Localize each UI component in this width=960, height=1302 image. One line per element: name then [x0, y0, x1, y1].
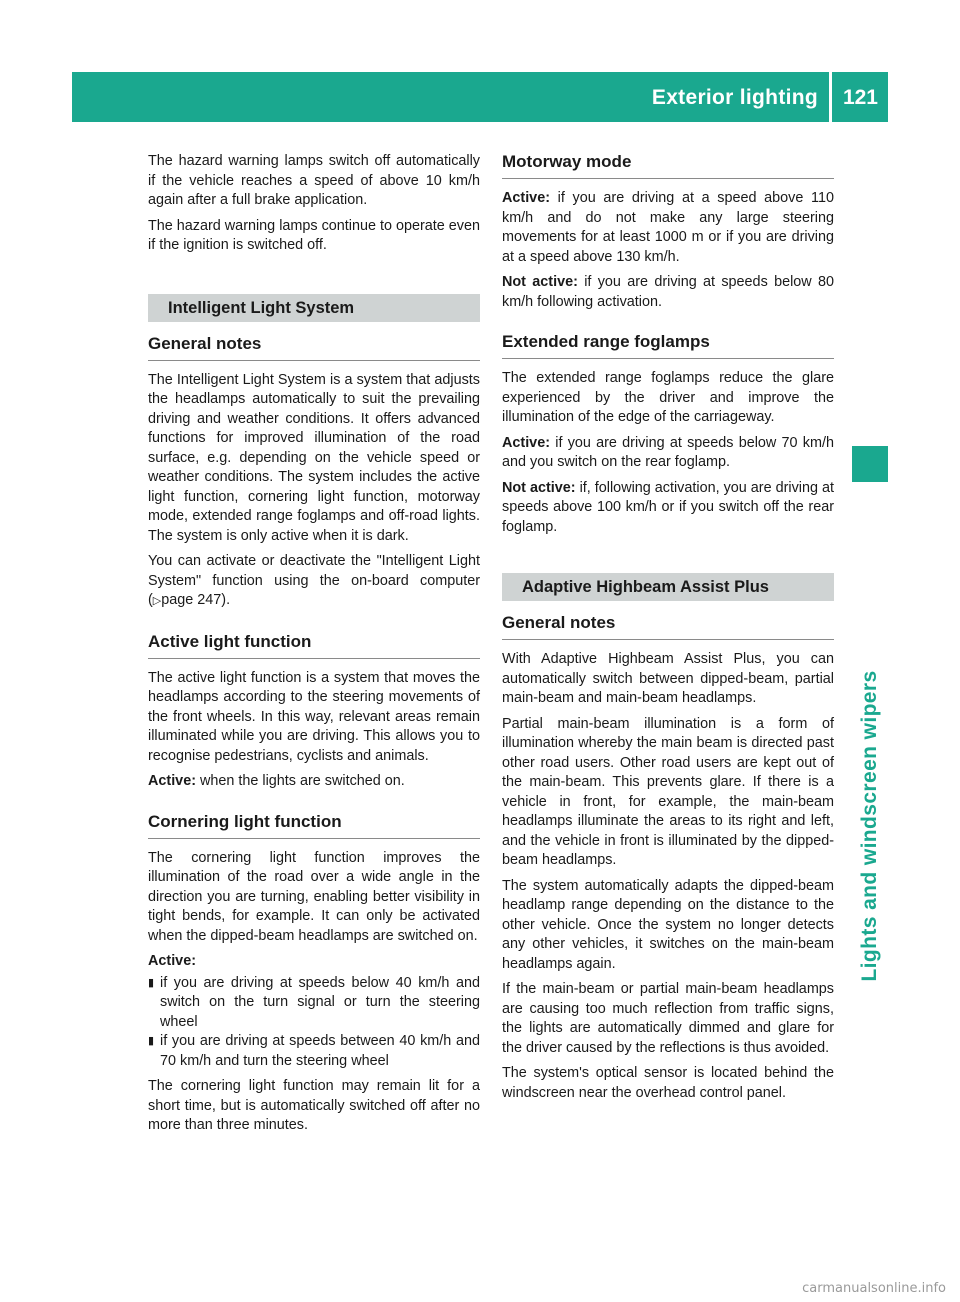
- aha-paragraph-4: If the main-beam or partial main-beam headlamps are causing too much reflection from traffic signs, the lights are automatically dimmed and glare for the driver caused by the reflections is thus avoided.: [502, 981, 834, 1056]
- active-light-paragraph: The active light function is a system that moves the headlamps according to the steering movements of the front wheels. In this way, relevant areas remain illuminated while you are driving. This allows you to recognise pedestrians, cyclists and animals.: [148, 669, 480, 764]
- subheading-cornering-light: Cornering light function: [148, 812, 480, 839]
- subheading-aha-general-notes: General notes: [502, 613, 834, 640]
- active-text: when the lights are switched on.: [200, 773, 405, 789]
- subheading-motorway-mode: Motorway mode: [502, 152, 834, 179]
- cornering-active-label: [148, 952, 480, 972]
- ils-p2-text: You can activate or deactivate the "Intelligent Light System" function using the on-board computer (: [148, 553, 480, 608]
- foglamps-active-text: if you are driving at speeds below 70 km/h and you switch on the rear foglamp.: [502, 434, 834, 470]
- ils-paragraph-2: [148, 552, 480, 612]
- motorway-active-label: Active:: [502, 190, 550, 206]
- foglamps-active-label: Active:: [502, 434, 550, 451]
- subheading-general-notes: General notes: [148, 334, 480, 361]
- subheading-extended-foglamps: Extended range foglamps: [502, 332, 834, 359]
- aha-paragraph-1: With Adaptive Highbeam Assist Plus, you can automatically switch between dipped-beam, partial main-beam and main-beam headlamps.: [502, 651, 834, 706]
- motorway-active-text: if you are driving at a speed above 110 km/h and do not make any large steering movements for at least 1000 m or if you are driving at a speed above 130 km/h.: [502, 190, 834, 265]
- hazard-paragraph-2: The hazard warning lamps continue to operate even if the ignition is switched off.: [148, 217, 480, 253]
- foglamps-not-active-label: Not active:: [502, 479, 576, 496]
- list-item-text: if you are driving at speeds between 40 km/h and 70 km/h and turn the steering wheel: [160, 1033, 480, 1069]
- section-heading-adaptive-highbeam: Adaptive Highbeam Assist Plus: [502, 573, 834, 601]
- bullet-icon: ▮: [148, 976, 155, 989]
- page-number: 121: [842, 86, 878, 109]
- page-ref-arrow-icon: ▷: [152, 595, 162, 607]
- header-title: Exterior lighting: [651, 86, 818, 109]
- list-item-text: if you are driving at speeds below 40 km/h and switch on the turn signal or turn the steering wheel: [160, 974, 480, 1030]
- list-item: [148, 1032, 480, 1071]
- cornering-bullet-list: [148, 974, 480, 1072]
- foglamps-not-active-text: if, following activation, you are driving at speeds above 100 km/h or if you switch off the rear foglamp.: [502, 479, 834, 535]
- right-column: [502, 152, 834, 1109]
- aha-paragraph-3: The system automatically adapts the dipped-beam headlamp range depending on the distance to the other vehicle. Once the system no longer detects any other vehicles, it switches on the main-beam headlamps again.: [502, 877, 834, 972]
- section-heading-ils: Intelligent Light System: [148, 294, 480, 322]
- active-light-status: [148, 772, 480, 792]
- hazard-paragraph-1: The hazard warning lamps switch off automatically if the vehicle reaches a speed of above 10 km/h again after a full brake application.: [148, 153, 480, 208]
- bullet-icon: ▮: [148, 1035, 155, 1047]
- motorway-not-active-label: Not active:: [502, 274, 578, 290]
- ils-paragraph-1: The Intelligent Light System is a system that adjusts the headlamps automatically to suit the prevailing driving and weather conditions. It offers advanced functions for improved illumination of the road surface, e.g. depending on the vehicle speed or weather conditions. The system includes the active light function, cornering light function, motorway mode, extended range foglamps and off-road lights. The system is only active when it is dark.: [148, 371, 480, 544]
- cornering-paragraph-2: The cornering light function may remain lit for a short time, but is automatically switched off after no more than three minutes.: [148, 1078, 480, 1133]
- motorway-active: [502, 189, 834, 267]
- motorway-not-active: [502, 273, 834, 312]
- foglamps-active: [502, 434, 834, 473]
- motorway-not-active-text: if you are driving at speeds below 80 km/h following activation.: [502, 274, 834, 310]
- ils-p2-end: ).: [221, 592, 231, 608]
- foglamps-paragraph: The extended range foglamps reduce the glare experienced by the driver and improve the illumination of the edge of the carriageway.: [502, 370, 834, 425]
- subheading-active-light: Active light function: [148, 632, 480, 659]
- chapter-side-tab: [852, 196, 888, 1126]
- foglamps-not-active: [502, 479, 834, 538]
- list-item: [148, 974, 480, 1033]
- cornering-active-label-text: Active:: [148, 953, 196, 969]
- left-column: [148, 152, 480, 1142]
- aha-paragraph-5: The system's optical sensor is located behind the windscreen near the overhead control panel.: [502, 1065, 834, 1101]
- active-label: Active:: [148, 773, 196, 789]
- chapter-label: Lights and windscreen wipers: [858, 670, 881, 982]
- header-divider: [829, 72, 832, 122]
- footer-watermark: carmanualsonline.info: [802, 1281, 946, 1296]
- page-header: [72, 72, 888, 122]
- page-reference[interactable]: page 247: [161, 592, 222, 608]
- chapter-marker: [852, 446, 888, 482]
- aha-paragraph-2: Partial main-beam illumination is a form of illumination whereby the main beam is directed past other road users. Other road users are kept out of the main-beam. This prevents glare. If there is a vehicle in front, for example, the main-beam headlamps illuminate the areas to its right and left, and the vehicle in front is illuminated by the dipped-beam headlamps.: [502, 715, 834, 868]
- cornering-paragraph-1: The cornering light function improves the illumination of the road over a wide angle in the direction you are turning, enabling better visibility in tight bends, for example. It can only be activated when the dipped-beam headlamps are switched on.: [148, 849, 480, 944]
